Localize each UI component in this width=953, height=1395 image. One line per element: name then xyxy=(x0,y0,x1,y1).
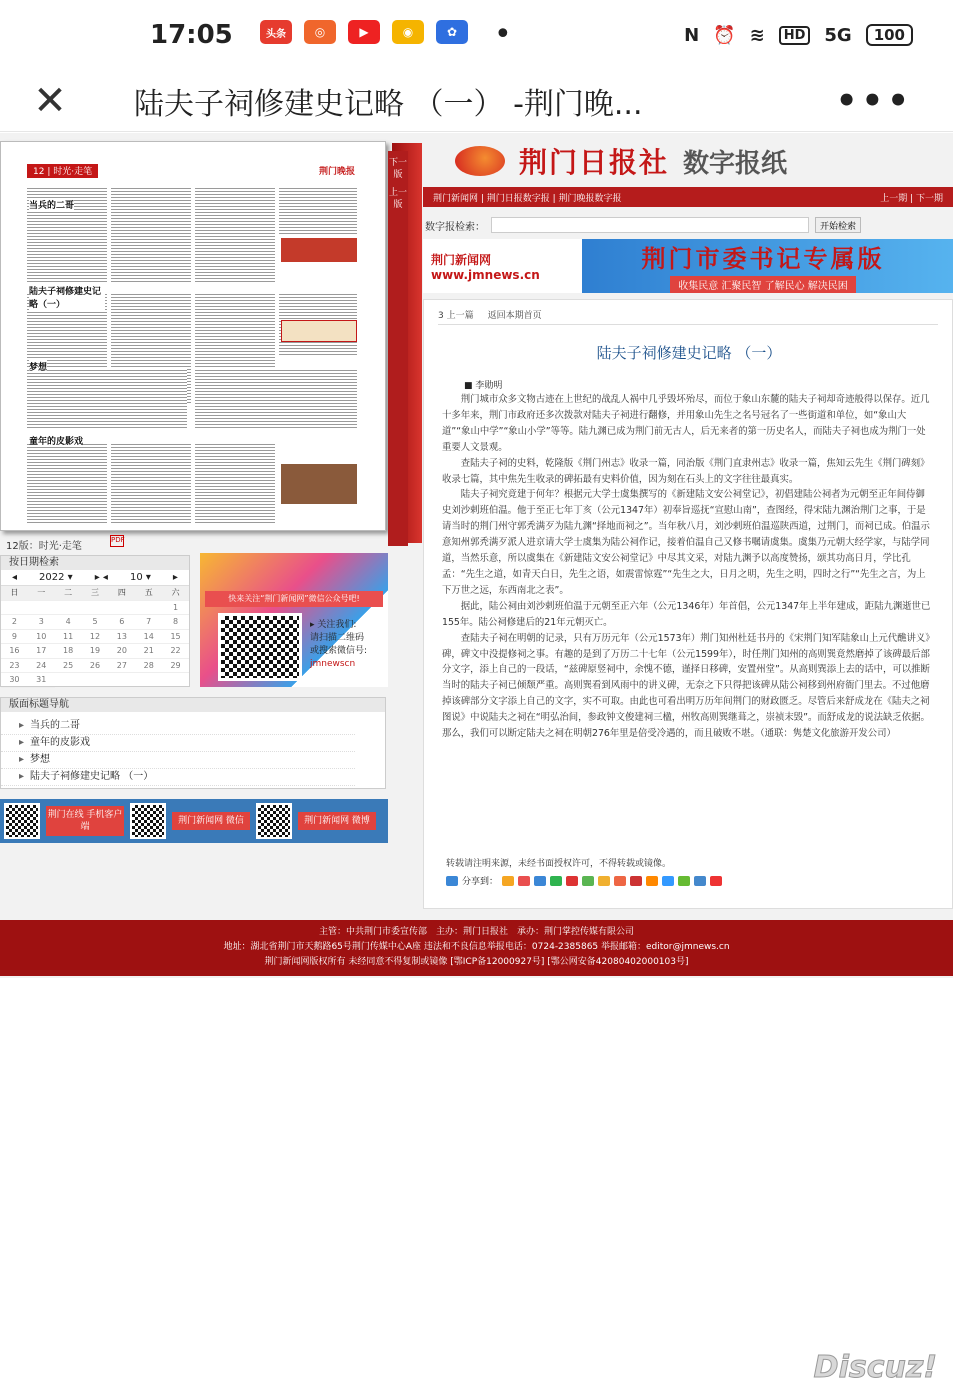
calendar-day[interactable]: 24 xyxy=(28,659,55,674)
weibo-icon: ◉ xyxy=(392,20,424,44)
calendar-day[interactable]: 20 xyxy=(108,644,135,659)
paper-header xyxy=(27,164,355,178)
title-nav-panel xyxy=(0,697,386,789)
calendar-day[interactable]: 6 xyxy=(108,615,135,630)
search-label: 数字报检索： xyxy=(425,221,485,233)
share-icon[interactable] xyxy=(630,876,642,886)
month-value: 10 xyxy=(129,572,143,583)
article-paragraph: 查陆夫子祠的史料，乾隆版《荆门州志》收录一篇，同治版《荆门直隶州志》收录一篇，焦知云先生《荆门碑刻》收录七篇，其中焦先生收录的碑拓最有史料价值，因为刻在石头上的文字往往最真实。 xyxy=(442,457,930,485)
calendar-day[interactable]: 1 xyxy=(162,601,189,616)
site-navbar xyxy=(423,187,953,207)
baidu-icon: ✿ xyxy=(436,20,468,44)
wechat-ad[interactable] xyxy=(200,553,388,687)
prev-month-button[interactable]: ▸ ◂ xyxy=(94,572,108,583)
share-icon[interactable] xyxy=(566,876,578,886)
ad-band: 快来关注“荆门新闻网”微信公众号吧! xyxy=(205,591,383,607)
share-icon[interactable] xyxy=(598,876,610,886)
calendar-day xyxy=(55,601,82,616)
calendar-day[interactable]: 23 xyxy=(1,659,28,674)
calendar-day[interactable]: 2 xyxy=(1,615,28,630)
calendar-day[interactable]: 12 xyxy=(82,630,109,645)
brand-subtitle: 数字报纸 xyxy=(683,148,788,179)
more-notifications-icon: • xyxy=(494,17,512,52)
paper-masthead: 荆门晚报 xyxy=(318,167,355,177)
alarm-icon: ⏰ xyxy=(713,24,736,46)
banner-subtitle: 收集民意 汇聚民智 了解民心 解决民困 xyxy=(670,276,856,293)
calendar-day[interactable]: 25 xyxy=(55,659,82,674)
paper-text-block xyxy=(279,186,357,234)
paper-text-block xyxy=(111,442,191,524)
share-icon[interactable] xyxy=(662,876,674,886)
brand-logo-icon xyxy=(455,146,505,176)
calendar-day[interactable]: 28 xyxy=(135,659,162,674)
status-time: 17:05 xyxy=(150,20,233,50)
ad-line: ▸ 关注我们: xyxy=(310,620,357,630)
share-icon[interactable] xyxy=(534,876,546,886)
paper-logo-image xyxy=(281,320,357,342)
share-icon[interactable] xyxy=(646,876,658,886)
nav-item[interactable]: ▸ 陆夫子祠修建史记略 （一） xyxy=(1,769,355,786)
article-area xyxy=(415,133,953,918)
footer-line: 荆门新闻网版权所有 未经同意不得复制或镜像 [鄂ICP备12000927号] [鄂公网安备42080402000103号] xyxy=(264,957,689,967)
notification-icons xyxy=(260,17,512,52)
paper-photo xyxy=(281,238,357,262)
title-nav-title: 版面标题导航 xyxy=(1,698,385,712)
nav-item[interactable]: ▸ 当兵的二哥 xyxy=(1,718,355,735)
site-footer xyxy=(0,920,953,976)
weekday-label: 六 xyxy=(162,586,189,601)
search-button[interactable]: 开始检索 xyxy=(815,217,861,233)
page-info: 12版：时光·走笔 xyxy=(6,541,82,552)
ad-label: 荆门新闻网 微博 xyxy=(298,812,376,830)
calendar-day xyxy=(135,601,162,616)
calendar-day[interactable]: 27 xyxy=(108,659,135,674)
browser-titlebar xyxy=(0,70,953,132)
article-paragraph: 据此，陆公祠由刘沙剌班伯温于元朝至正六年（公元1346年）年首倡，公元1347年上半年建成，距陆九渊逝世已155年。陆公祠修建后的21年元朝灭亡。 xyxy=(442,600,931,628)
brand-header xyxy=(455,141,925,181)
calendar-day xyxy=(82,601,109,616)
status-bar xyxy=(0,0,953,70)
more-options-icon[interactable]: ••• xyxy=(835,80,913,121)
share-icon[interactable] xyxy=(678,876,690,886)
web-content xyxy=(0,133,953,978)
ad-label: 荆门新闻网 微信 xyxy=(172,812,250,830)
nav-item[interactable]: ▸ 梦想 xyxy=(1,752,355,769)
paper-photo xyxy=(281,464,357,504)
share-icon[interactable] xyxy=(582,876,594,886)
share-icon[interactable] xyxy=(694,876,706,886)
paper-article-title: 当兵的二哥 xyxy=(29,198,74,211)
toutiao-app-icon: 头条 xyxy=(260,20,292,44)
next-month-button[interactable]: ▸ xyxy=(172,572,178,583)
share-icon[interactable] xyxy=(550,876,562,886)
qr-code xyxy=(130,803,166,839)
banner-logo: 荆门新闻网 www.jmnews.cn xyxy=(431,252,540,282)
date-selectors xyxy=(1,570,189,586)
paper-text-block xyxy=(195,186,275,282)
newspaper-page-thumbnail[interactable] xyxy=(0,141,386,531)
hd-icon: HD xyxy=(779,26,811,45)
calendar-day[interactable]: 17 xyxy=(28,644,55,659)
issue-nav-links[interactable]: 上一期 | 下一期 xyxy=(880,193,943,204)
copyright-notice: 转载请注明来源，未经书面授权许可，不得转载或镜像。 xyxy=(446,859,672,869)
calendar-grid xyxy=(1,586,189,688)
share-bar xyxy=(446,874,722,887)
ad-line: 或搜索微信号: xyxy=(310,646,368,656)
close-icon[interactable]: ✕ xyxy=(33,77,67,124)
search-input[interactable] xyxy=(491,217,809,233)
battery-icon: 100 xyxy=(866,24,913,46)
weekday-label: 三 xyxy=(82,586,109,601)
paper-article-title: 陆夫子祠修建史记略（一） xyxy=(29,284,105,310)
paper-text-block xyxy=(27,442,107,524)
calendar-day[interactable]: 10 xyxy=(28,630,55,645)
calendar-day[interactable]: 15 xyxy=(162,630,189,645)
paper-text-block xyxy=(111,186,191,282)
nav-item[interactable]: ▸ 童年的皮影戏 xyxy=(1,735,355,752)
article-paragraph: 查陆夫子祠在明朝的记录，只有万历元年（公元1573年）荆门知州杜廷书丹的《宋荆门知军陆象山上元代醮讲义》碑，碑文中没提修祠之事。有趣的是到了万历二十七年（公元1599年），时任荆门知州的高则巽竟然磨掉了该碑最后部分文字，添上自己的一段话，“兹碑原竖祠中，余愧不德，谨择日移碑，安置州堂”。从高则巽添上去的话中，可以推断当时的陆夫子祠已倾颓严重。高则巽看到风雨中的讲义碑，无奈之下只得把该碑从陆公祠移到州府衙门里去。不过他磨掉该碑部分文字添上自己的文字，实不可取。由此也可看出明万历年间荆门的财政匮乏。尽管后来舒成龙在《陆夫之祠图说》中说陆夫之祠在“明弘治间，参政钟文俊建祠三楹，州牧高则巽继葺之，崇祯末毁”。而舒成龙的说法缺乏依据。那么，我们可以断定陆夫之祠在明朝276年里是倍受冷遇的，而且破败不堪。（通联：隽楚文化旅游开发公司） xyxy=(442,632,930,740)
ad-line: jmnewscn xyxy=(310,659,356,669)
qr-code xyxy=(218,613,302,681)
paper-article-title: 童年的皮影戏 xyxy=(29,434,83,447)
weekday-label: 一 xyxy=(28,586,55,601)
paper-page-label: 12 | 时光·走笔 xyxy=(27,164,98,178)
calendar-day[interactable]: 29 xyxy=(162,659,189,674)
article-paragraph: 荆门城市众多文物古迹在上世纪的战乱人祸中几乎毁坏殆尽，而位于象山东麓的陆夫子祠却奇迹般得以保存。近几十多年来，荆门市政府还多次拨款对陆夫子祠进行翻修，并用象山先生之名号冠名了一些街道和单位，如“象山大道”“象山中学”“象山小学”等等。陆九渊已成为荆门前无古人，后无来者的第一历史名人，而陆夫子祠也成为荆门一处重要人文景观。 xyxy=(442,394,930,453)
next-page-tab[interactable]: 下一版 xyxy=(388,158,407,180)
ad-label: 荆门在线 手机客户端 xyxy=(46,806,124,836)
video-app-icon: ▶ xyxy=(348,20,380,44)
calendar-day[interactable]: 19 xyxy=(82,644,109,659)
site-nav-links[interactable]: 荆门新闻网 | 荆门日报数字报 | 荆门晚报数字报 xyxy=(433,193,622,204)
title-nav-list xyxy=(1,712,385,786)
page-title: 陆夫子祠修建史记略 （一） -荆门晚... xyxy=(134,86,643,122)
share-label: 分享到： xyxy=(462,877,499,887)
article-panel xyxy=(423,299,953,909)
calendar-day xyxy=(1,601,28,616)
watermark: Discuz! xyxy=(813,1350,937,1385)
calendar-day[interactable]: 9 xyxy=(1,630,28,645)
paper-article-title: 梦想 xyxy=(29,360,47,373)
paper-text-block xyxy=(27,368,187,428)
prev-year-button[interactable]: ◂ xyxy=(12,572,18,583)
calendar-day[interactable]: 31 xyxy=(28,673,55,688)
app-download-ad[interactable] xyxy=(0,799,388,843)
share-icon[interactable] xyxy=(502,876,514,886)
banner-title: 荆门市委书记专属版 xyxy=(641,245,885,273)
promo-banner[interactable] xyxy=(423,239,953,293)
search-bar xyxy=(423,213,953,237)
article-paragraph: 陆夫子祠究竟建于何年？根据元大学士虞集撰写的《新建陆文安公祠堂记》，初倡建陆公祠者为元朝至正年间侍御史刘沙剌班伯温。他于至正七年丁亥（公元1347年）初奉旨巡抚“宣慰山南”，查图经，得宋陆九渊治荆门之事，于是请当时的荆门州守郭秃满歹为陆九渊“择地而祠之”。当年秋八月，刘沙剌班伯温巡陕西道，过荆门，而祠已成。伯温示意知州郭秃满歹派人进京请大学士虞集为陆公祠作记，接着伯温自己又修书嘱请虞集。虞集乃元朝大经学家，与陆学同道，当然乐意，所以虞集在《新建陆文安公祠堂记》中尽其文采，对陆九渊予以高度赞扬，颂其功高日月，学比孔孟：“先生之道，如青天白日，先生之语，如震雷惊霆”“先生之大，日月之明，先生之明，四时之行”“先生之言，为上下万世之远，东西南北之表”。 xyxy=(442,489,930,596)
prev-article-link[interactable]: 3 上一篇 xyxy=(438,311,474,321)
weekday-label: 四 xyxy=(108,586,135,601)
calendar-day[interactable]: 4 xyxy=(55,615,82,630)
weekday-label: 日 xyxy=(1,586,28,601)
year-value: 2022 xyxy=(39,572,65,583)
calendar-day[interactable]: 7 xyxy=(135,615,162,630)
calendar-day[interactable]: 11 xyxy=(55,630,82,645)
signal-icon: 5G xyxy=(824,24,852,46)
date-search-panel xyxy=(0,555,190,687)
qr-code xyxy=(256,803,292,839)
app-icon: ◎ xyxy=(304,20,336,44)
calendar-day[interactable]: 22 xyxy=(162,644,189,659)
pdf-download-icon[interactable]: PDF xyxy=(110,535,124,547)
prev-page-tab[interactable]: 上一版 xyxy=(388,188,407,210)
ad-text xyxy=(310,619,367,671)
weekday-label: 五 xyxy=(135,586,162,601)
footer-line: 主管：中共荆门市委宣传部 主办：荆门日报社 承办：荆门掌控传媒有限公司 xyxy=(318,927,634,937)
date-search-title: 按日期检索 xyxy=(1,556,189,570)
calendar-day[interactable]: 16 xyxy=(1,644,28,659)
back-to-issue-link[interactable]: 返回本期首页 xyxy=(487,311,542,321)
wifi-icon: ≋ xyxy=(749,24,765,46)
banner-titles xyxy=(573,239,953,293)
calendar-day xyxy=(108,601,135,616)
article-title: 陆夫子祠修建史记略 （一） xyxy=(596,344,782,362)
qr-code xyxy=(4,803,40,839)
year-select[interactable]: 2022 ▾ xyxy=(39,572,73,583)
article-body xyxy=(442,392,934,742)
calendar-day[interactable]: 13 xyxy=(108,630,135,645)
article-nav xyxy=(438,308,938,325)
share-plus-icon xyxy=(446,876,458,886)
share-icon[interactable] xyxy=(614,876,626,886)
nfc-icon: N xyxy=(684,24,700,46)
system-icons xyxy=(684,24,913,46)
footer-line: 地址：湖北省荆门市天鹅路65号荆门传媒中心A座 违法和不良信息举报电话：0724-2385865 举报邮箱：editor@jmnews.cn xyxy=(223,942,730,952)
calendar-day[interactable]: 5 xyxy=(82,615,109,630)
calendar-day[interactable]: 8 xyxy=(162,615,189,630)
page-tabs xyxy=(388,151,408,546)
calendar-day[interactable]: 26 xyxy=(82,659,109,674)
calendar-day[interactable]: 14 xyxy=(135,630,162,645)
paper-text-block xyxy=(195,442,275,524)
calendar-day[interactable]: 18 xyxy=(55,644,82,659)
ad-line: 请扫描二维码 xyxy=(310,633,365,643)
paper-text-block xyxy=(195,368,357,428)
share-icon[interactable] xyxy=(518,876,530,886)
share-icon[interactable] xyxy=(710,876,722,886)
month-select[interactable]: 10 ▾ xyxy=(129,572,151,583)
calendar-day[interactable]: 30 xyxy=(1,673,28,688)
article-author: ■ 李勋明 xyxy=(464,381,503,391)
calendar-day xyxy=(28,601,55,616)
calendar-day[interactable]: 21 xyxy=(135,644,162,659)
calendar-day[interactable]: 3 xyxy=(28,615,55,630)
weekday-label: 二 xyxy=(55,586,82,601)
brand-name: 荆门日报社 xyxy=(519,146,670,179)
